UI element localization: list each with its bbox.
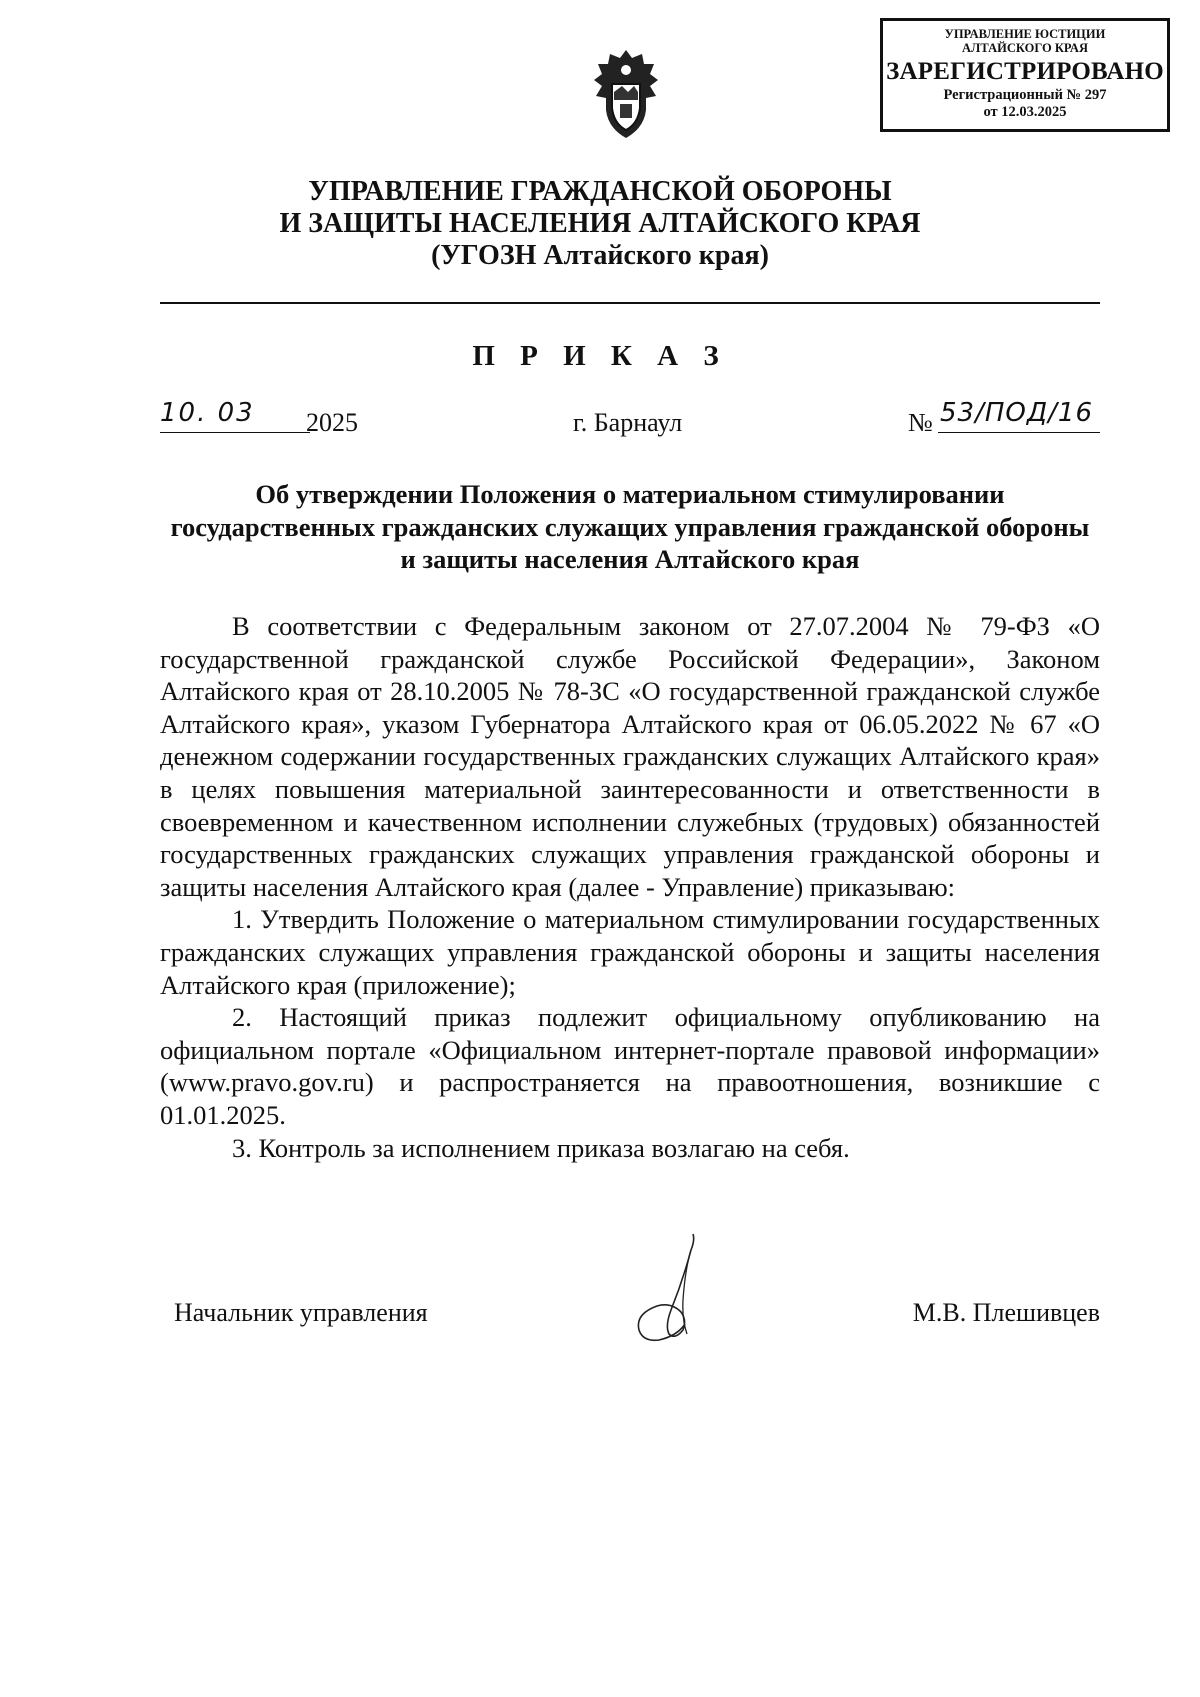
number-label: № <box>908 408 933 437</box>
stamp-reg-date: от 12.03.2025 <box>983 104 1067 120</box>
document-body <box>160 610 1100 1164</box>
document-title: Об утверждении Положения о материальном стимулировании государственных гражданских служащих управления гражданской обороны и защиты населения Алтайского края <box>170 479 1090 574</box>
body-paragraph-item-1: 1. Утвердить Положение о материальном стимулировании государственных гражданских служащих управления гражданской обороны и защиты населения Алтайского края (приложение); <box>160 904 1100 1000</box>
document-type: П Р И К А З <box>472 340 728 372</box>
registration-stamp <box>880 18 1170 132</box>
stamp-org-line2: АЛТАЙСКОГО КРАЯ <box>962 41 1088 55</box>
date-year: 2025 <box>306 408 358 437</box>
stamp-org-line1: УПРАВЛЕНИЕ ЮСТИЦИИ <box>944 27 1106 41</box>
body-paragraph-item-2: 2. Настоящий приказ подлежит официальному опубликованию на официальном портале «Официальном интернет-портале правовой информации» (www.pravo.gov.ru) и распространяется на правоотношения, возникшие с 01.01.2025. <box>160 1002 1100 1130</box>
body-paragraph-item-3: 3. Контроль за исполнением приказа возлагаю на себя. <box>232 1132 850 1163</box>
signatory-position: Начальник управления <box>174 1298 428 1327</box>
header-divider <box>160 302 1100 304</box>
header-line-1: УПРАВЛЕНИЕ ГРАЖДАНСКОЙ ОБОРОНЫ <box>308 176 892 207</box>
date-handwritten: 10. 03 <box>160 398 255 428</box>
body-paragraph-preamble: В соответствии с Федеральным законом от 27.07.2004 № 79-ФЗ «О государственной гражданской службе Российской Федерации», Законом Алтайского края от 28.10.2005 № 78-ЗС «О государственной гражданской службе Алтайского края», указом Губернатора Алтайского края от 06.05.2022 № 67 «О денежном содержании государственных гражданских служащих Алтайского края» в целях повышения материальной заинтересованности и ответственности в своевременном и качественном исполнении служебных (трудовых) обязанностей государственных гражданских служащих управления гражданской обороны и защиты населения Алтайского края (далее - Управление) приказываю: <box>160 611 1100 902</box>
stamp-reg-number: Регистрационный № 297 <box>943 87 1107 103</box>
header-line-3: (УГОЗН Алтайского края) <box>431 240 769 271</box>
number-handwritten: 53/ПОД/16 <box>940 398 1094 428</box>
altai-krai-coat-of-arms-icon <box>586 48 666 140</box>
city: г. Барнаул <box>573 408 683 437</box>
stamp-status: ЗАРЕГИСТРИРОВАНО <box>886 58 1164 85</box>
handwritten-signature-icon <box>625 1230 720 1350</box>
signatory-name: М.В. Плешивцев <box>912 1298 1100 1327</box>
header-line-2: И ЗАЩИТЫ НАСЕЛЕНИЯ АЛТАЙСКОГО КРАЯ <box>279 208 921 239</box>
